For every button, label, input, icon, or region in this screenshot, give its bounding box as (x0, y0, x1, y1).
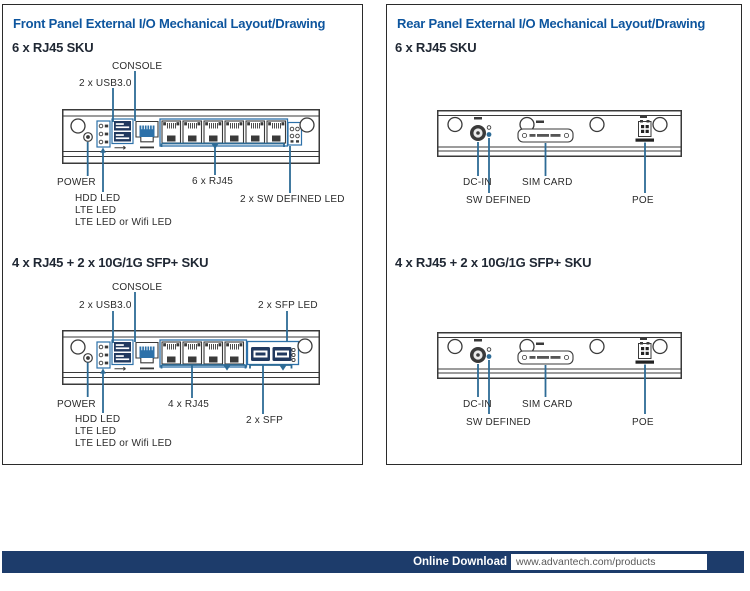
front-panel-section (2, 4, 363, 465)
rear-sku2-sim-card-label: SIM CARD (522, 399, 573, 410)
front-sku1-usb-label: 2 x USB3.0 (79, 78, 132, 89)
rear-sku1-dc-in-label: DC-IN (463, 177, 492, 188)
front-sku2-lte-led-label: LTE LED (75, 426, 117, 437)
rear-sku2-dc-in-label: DC-IN (463, 399, 492, 410)
front-sku2-lte-wifi-led-label: LTE LED or Wifi LED (75, 438, 172, 449)
front-sku2-sfp-led-label: 2 x SFP LED (258, 300, 318, 311)
front-sku1-rj45-label: 6 x RJ45 (192, 176, 234, 187)
rear-sku2-sw-defined-label: SW DEFINED (466, 417, 531, 428)
front-sku1-power-label: POWER (57, 177, 96, 188)
front-sku2-console-label: CONSOLE (112, 282, 163, 293)
footer-bar (2, 551, 744, 573)
front-sku1-lte-led-label: LTE LED (75, 205, 117, 216)
front-sku1-heading: 6 x RJ45 SKU (12, 40, 94, 55)
front-sku2-power-label: POWER (57, 399, 96, 410)
front-sku1-lte-wifi-led-label: LTE LED or Wifi LED (75, 217, 172, 228)
rear-panel-section (386, 4, 742, 465)
front-sku1-hdd-led-label: HDD LED (75, 193, 121, 204)
rear-sku2-poe-label: POE (632, 417, 654, 428)
rear-sku1-sim-card-label: SIM CARD (522, 177, 573, 188)
rear-sku1-poe-label: POE (632, 195, 654, 206)
rear-sku2-heading: 4 x RJ45 + 2 x 10G/1G SFP+ SKU (395, 255, 592, 270)
front-sku2-sfp-label: 2 x SFP (246, 415, 283, 426)
rear-sku1-sw-defined-label: SW DEFINED (466, 195, 531, 206)
rear-panel-title: Rear Panel External I/O Mechanical Layout/Drawing (397, 16, 706, 31)
footer-url-text: www.advantech.com/products (516, 556, 656, 568)
front-sku2-usb-label: 2 x USB3.0 (79, 300, 132, 311)
front-sku2-hdd-led-label: HDD LED (75, 414, 121, 425)
rear-sku1-heading: 6 x RJ45 SKU (395, 40, 477, 55)
front-sku1-sw-defined-led-label: 2 x SW DEFINED LED (240, 194, 345, 205)
front-sku2-rj45-label: 4 x RJ45 (168, 399, 210, 410)
footer-url-box (511, 554, 707, 570)
front-panel-title: Front Panel External I/O Mechanical Layout/Drawing (13, 16, 326, 31)
front-sku1-console-label: CONSOLE (112, 61, 163, 72)
front-sku2-heading: 4 x RJ45 + 2 x 10G/1G SFP+ SKU (12, 255, 209, 270)
footer-online-download-label: Online Download (413, 556, 507, 568)
